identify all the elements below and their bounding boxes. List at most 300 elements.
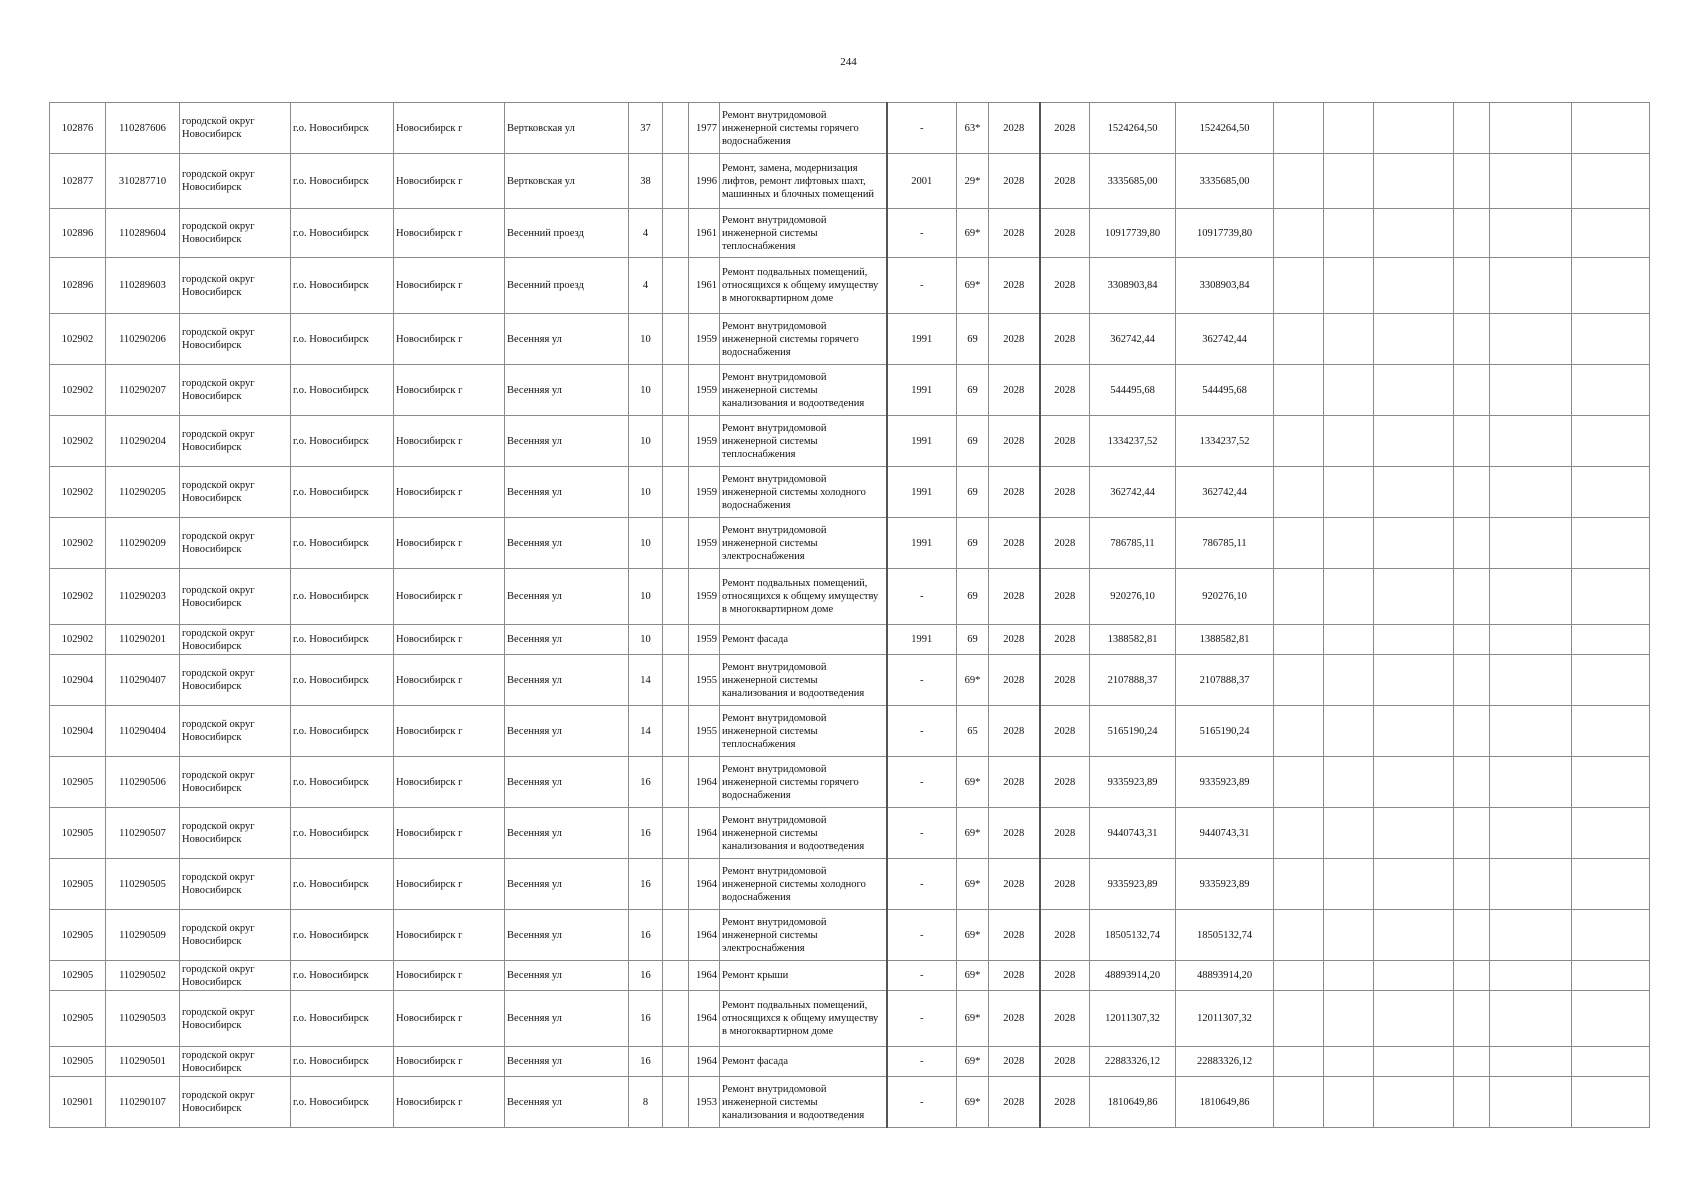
municipality-cell: г.о. Новосибирск <box>291 961 394 991</box>
cost-fund-cell: 12011307,32 <box>1176 991 1274 1047</box>
plan-start-cell: 2028 <box>989 416 1040 467</box>
empty-cell-6 <box>1572 757 1650 808</box>
build-year-cell: 1959 <box>689 569 720 625</box>
city-cell: Новосибирск г <box>394 103 505 154</box>
cost-total-cell: 10917739,80 <box>1090 209 1176 258</box>
cost-fund-cell: 48893914,20 <box>1176 961 1274 991</box>
last-repair-cell: 1991 <box>887 625 957 655</box>
plan-end-cell: 2028 <box>1040 103 1090 154</box>
empty-cell-3 <box>1374 365 1454 416</box>
house-number-cell: 10 <box>629 314 663 365</box>
plan-end-cell: 2028 <box>1040 961 1090 991</box>
table-row <box>50 416 1650 467</box>
city-cell: Новосибирск г <box>394 757 505 808</box>
empty-cell-6 <box>1572 209 1650 258</box>
object-id-cell: 102904 <box>50 655 106 706</box>
table-row <box>50 757 1650 808</box>
build-year-cell: 1959 <box>689 416 720 467</box>
empty-cell-6 <box>1572 706 1650 757</box>
work-type-cell: Ремонт внутридомовой инженерной системы электроснабжения <box>720 910 887 961</box>
build-year-cell: 1953 <box>689 1077 720 1128</box>
empty-cell-6 <box>1572 1047 1650 1077</box>
empty-cell-6 <box>1572 859 1650 910</box>
wear-cell: 29* <box>957 154 989 209</box>
build-year-cell: 1977 <box>689 103 720 154</box>
city-cell: Новосибирск г <box>394 365 505 416</box>
house-number-cell: 14 <box>629 706 663 757</box>
object-id-cell: 102877 <box>50 154 106 209</box>
house-number-cell: 16 <box>629 859 663 910</box>
work-type-cell: Ремонт внутридомовой инженерной системы теплоснабжения <box>720 209 887 258</box>
cost-total-cell: 1524264,50 <box>1090 103 1176 154</box>
last-repair-cell: - <box>887 859 957 910</box>
wear-cell: 69 <box>957 416 989 467</box>
last-repair-cell: 2001 <box>887 154 957 209</box>
municipality-cell: г.о. Новосибирск <box>291 757 394 808</box>
object-id-cell: 102901 <box>50 1077 106 1128</box>
empty-cell-5 <box>1490 416 1572 467</box>
city-cell: Новосибирск г <box>394 910 505 961</box>
cost-fund-cell: 10917739,80 <box>1176 209 1274 258</box>
empty-cell-2 <box>1324 961 1374 991</box>
empty-cell-4 <box>1454 103 1490 154</box>
plan-end-cell: 2028 <box>1040 655 1090 706</box>
build-year-cell: 1955 <box>689 655 720 706</box>
plan-end-cell: 2028 <box>1040 757 1090 808</box>
municipality-cell: г.о. Новосибирск <box>291 467 394 518</box>
work-code-cell: 310287710 <box>106 154 180 209</box>
district-cell: городской округ Новосибирск <box>180 365 291 416</box>
work-type-cell: Ремонт подвальных помещений, относящихся к общему имуществу в многоквартирном доме <box>720 569 887 625</box>
work-code-cell: 110290404 <box>106 706 180 757</box>
district-cell: городской округ Новосибирск <box>180 910 291 961</box>
cost-total-cell: 786785,11 <box>1090 518 1176 569</box>
work-type-cell: Ремонт внутридомовой инженерной системы канализования и водоотведения <box>720 365 887 416</box>
cost-total-cell: 12011307,32 <box>1090 991 1176 1047</box>
work-type-cell: Ремонт внутридомовой инженерной системы горячего водоснабжения <box>720 757 887 808</box>
empty-cell-1 <box>1274 365 1324 416</box>
plan-start-cell: 2028 <box>989 258 1040 314</box>
district-cell: городской округ Новосибирск <box>180 518 291 569</box>
city-cell: Новосибирск г <box>394 625 505 655</box>
empty-cell-3 <box>1374 416 1454 467</box>
plan-end-cell: 2028 <box>1040 569 1090 625</box>
street-cell: Весенняя ул <box>505 1077 629 1128</box>
empty-cell-5 <box>1490 808 1572 859</box>
empty-cell-2 <box>1324 518 1374 569</box>
empty-cell-3 <box>1374 258 1454 314</box>
district-cell: городской округ Новосибирск <box>180 757 291 808</box>
plan-start-cell: 2028 <box>989 518 1040 569</box>
plan-end-cell: 2028 <box>1040 518 1090 569</box>
empty-cell-5 <box>1490 467 1572 518</box>
page-number: 244 <box>840 56 857 68</box>
table-row <box>50 569 1650 625</box>
work-code-cell: 110290107 <box>106 1077 180 1128</box>
building-cell <box>663 1077 689 1128</box>
empty-cell-3 <box>1374 154 1454 209</box>
cost-total-cell: 3308903,84 <box>1090 258 1176 314</box>
table-row <box>50 209 1650 258</box>
work-type-cell: Ремонт, замена, модернизация лифтов, ремонт лифтовых шахт, машинных и блочных помещений <box>720 154 887 209</box>
empty-cell-6 <box>1572 365 1650 416</box>
municipality-cell: г.о. Новосибирск <box>291 569 394 625</box>
empty-cell-4 <box>1454 625 1490 655</box>
building-cell <box>663 365 689 416</box>
empty-cell-3 <box>1374 467 1454 518</box>
object-id-cell: 102902 <box>50 467 106 518</box>
cost-total-cell: 22883326,12 <box>1090 1047 1176 1077</box>
street-cell: Весенняя ул <box>505 467 629 518</box>
build-year-cell: 1959 <box>689 518 720 569</box>
object-id-cell: 102902 <box>50 625 106 655</box>
cost-fund-cell: 9335923,89 <box>1176 859 1274 910</box>
object-id-cell: 102876 <box>50 103 106 154</box>
plan-end-cell: 2028 <box>1040 859 1090 910</box>
empty-cell-3 <box>1374 910 1454 961</box>
empty-cell-2 <box>1324 569 1374 625</box>
empty-cell-2 <box>1324 467 1374 518</box>
empty-cell-1 <box>1274 1047 1324 1077</box>
cost-fund-cell: 1810649,86 <box>1176 1077 1274 1128</box>
empty-cell-6 <box>1572 655 1650 706</box>
municipality-cell: г.о. Новосибирск <box>291 991 394 1047</box>
empty-cell-5 <box>1490 625 1572 655</box>
empty-cell-1 <box>1274 154 1324 209</box>
district-cell: городской округ Новосибирск <box>180 625 291 655</box>
build-year-cell: 1964 <box>689 910 720 961</box>
city-cell: Новосибирск г <box>394 1047 505 1077</box>
empty-cell-4 <box>1454 706 1490 757</box>
work-type-cell: Ремонт внутридомовой инженерной системы теплоснабжения <box>720 706 887 757</box>
empty-cell-6 <box>1572 518 1650 569</box>
street-cell: Весенняя ул <box>505 1047 629 1077</box>
work-type-cell: Ремонт внутридомовой инженерной системы канализования и водоотведения <box>720 655 887 706</box>
district-cell: городской округ Новосибирск <box>180 154 291 209</box>
last-repair-cell: - <box>887 1047 957 1077</box>
municipality-cell: г.о. Новосибирск <box>291 518 394 569</box>
empty-cell-2 <box>1324 1047 1374 1077</box>
last-repair-cell: - <box>887 961 957 991</box>
last-repair-cell: - <box>887 910 957 961</box>
city-cell: Новосибирск г <box>394 991 505 1047</box>
empty-cell-5 <box>1490 910 1572 961</box>
building-cell <box>663 910 689 961</box>
wear-cell: 69 <box>957 314 989 365</box>
street-cell: Весенняя ул <box>505 859 629 910</box>
house-number-cell: 8 <box>629 1077 663 1128</box>
empty-cell-1 <box>1274 910 1324 961</box>
cost-total-cell: 9440743,31 <box>1090 808 1176 859</box>
empty-cell-2 <box>1324 314 1374 365</box>
building-cell <box>663 467 689 518</box>
plan-end-cell: 2028 <box>1040 1047 1090 1077</box>
building-cell <box>663 314 689 365</box>
plan-end-cell: 2028 <box>1040 416 1090 467</box>
plan-start-cell: 2028 <box>989 655 1040 706</box>
work-type-cell: Ремонт фасада <box>720 625 887 655</box>
last-repair-cell: 1991 <box>887 518 957 569</box>
empty-cell-6 <box>1572 991 1650 1047</box>
city-cell: Новосибирск г <box>394 314 505 365</box>
building-cell <box>663 859 689 910</box>
object-id-cell: 102904 <box>50 706 106 757</box>
last-repair-cell: 1991 <box>887 467 957 518</box>
build-year-cell: 1959 <box>689 467 720 518</box>
house-number-cell: 16 <box>629 910 663 961</box>
cost-total-cell: 1810649,86 <box>1090 1077 1176 1128</box>
build-year-cell: 1964 <box>689 991 720 1047</box>
table-row <box>50 467 1650 518</box>
plan-start-cell: 2028 <box>989 910 1040 961</box>
cost-fund-cell: 22883326,12 <box>1176 1047 1274 1077</box>
plan-start-cell: 2028 <box>989 1077 1040 1128</box>
empty-cell-6 <box>1572 961 1650 991</box>
empty-cell-6 <box>1572 625 1650 655</box>
build-year-cell: 1964 <box>689 808 720 859</box>
empty-cell-1 <box>1274 991 1324 1047</box>
wear-cell: 69* <box>957 209 989 258</box>
city-cell: Новосибирск г <box>394 518 505 569</box>
table-body <box>50 103 1650 1128</box>
cost-fund-cell: 1334237,52 <box>1176 416 1274 467</box>
work-code-cell: 110290207 <box>106 365 180 416</box>
work-code-cell: 110290505 <box>106 859 180 910</box>
empty-cell-4 <box>1454 365 1490 416</box>
empty-cell-5 <box>1490 961 1572 991</box>
build-year-cell: 1955 <box>689 706 720 757</box>
district-cell: городской округ Новосибирск <box>180 467 291 518</box>
city-cell: Новосибирск г <box>394 1077 505 1128</box>
street-cell: Весенняя ул <box>505 314 629 365</box>
empty-cell-5 <box>1490 706 1572 757</box>
district-cell: городской округ Новосибирск <box>180 314 291 365</box>
house-number-cell: 10 <box>629 518 663 569</box>
empty-cell-5 <box>1490 991 1572 1047</box>
build-year-cell: 1964 <box>689 961 720 991</box>
wear-cell: 65 <box>957 706 989 757</box>
district-cell: городской округ Новосибирск <box>180 209 291 258</box>
wear-cell: 69* <box>957 757 989 808</box>
empty-cell-3 <box>1374 1077 1454 1128</box>
empty-cell-3 <box>1374 1047 1454 1077</box>
table-row <box>50 859 1650 910</box>
empty-cell-6 <box>1572 416 1650 467</box>
table-row <box>50 1077 1650 1128</box>
cost-fund-cell: 9440743,31 <box>1176 808 1274 859</box>
cost-fund-cell: 5165190,24 <box>1176 706 1274 757</box>
city-cell: Новосибирск г <box>394 258 505 314</box>
district-cell: городской округ Новосибирск <box>180 991 291 1047</box>
last-repair-cell: - <box>887 808 957 859</box>
empty-cell-1 <box>1274 314 1324 365</box>
wear-cell: 69 <box>957 365 989 416</box>
city-cell: Новосибирск г <box>394 209 505 258</box>
wear-cell: 69* <box>957 655 989 706</box>
object-id-cell: 102905 <box>50 991 106 1047</box>
plan-end-cell: 2028 <box>1040 467 1090 518</box>
house-number-cell: 14 <box>629 655 663 706</box>
empty-cell-1 <box>1274 569 1324 625</box>
house-number-cell: 10 <box>629 625 663 655</box>
work-code-cell: 110290203 <box>106 569 180 625</box>
wear-cell: 69* <box>957 808 989 859</box>
work-type-cell: Ремонт внутридомовой инженерной системы теплоснабжения <box>720 416 887 467</box>
empty-cell-1 <box>1274 625 1324 655</box>
empty-cell-4 <box>1454 859 1490 910</box>
work-type-cell: Ремонт крыши <box>720 961 887 991</box>
table-row <box>50 961 1650 991</box>
empty-cell-3 <box>1374 569 1454 625</box>
empty-cell-2 <box>1324 365 1374 416</box>
house-number-cell: 4 <box>629 258 663 314</box>
plan-end-cell: 2028 <box>1040 991 1090 1047</box>
house-number-cell: 10 <box>629 416 663 467</box>
build-year-cell: 1959 <box>689 625 720 655</box>
plan-end-cell: 2028 <box>1040 365 1090 416</box>
city-cell: Новосибирск г <box>394 706 505 757</box>
empty-cell-4 <box>1454 910 1490 961</box>
empty-cell-5 <box>1490 365 1572 416</box>
plan-end-cell: 2028 <box>1040 808 1090 859</box>
building-cell <box>663 103 689 154</box>
work-type-cell: Ремонт подвальных помещений, относящихся к общему имуществу в многоквартирном доме <box>720 258 887 314</box>
cost-fund-cell: 3308903,84 <box>1176 258 1274 314</box>
empty-cell-2 <box>1324 625 1374 655</box>
empty-cell-6 <box>1572 569 1650 625</box>
district-cell: городской округ Новосибирск <box>180 569 291 625</box>
empty-cell-2 <box>1324 910 1374 961</box>
empty-cell-3 <box>1374 209 1454 258</box>
plan-end-cell: 2028 <box>1040 706 1090 757</box>
wear-cell: 69* <box>957 1077 989 1128</box>
table-row <box>50 991 1650 1047</box>
cost-fund-cell: 18505132,74 <box>1176 910 1274 961</box>
empty-cell-2 <box>1324 706 1374 757</box>
table-row <box>50 258 1650 314</box>
empty-cell-5 <box>1490 154 1572 209</box>
district-cell: городской округ Новосибирск <box>180 859 291 910</box>
last-repair-cell: - <box>887 991 957 1047</box>
empty-cell-1 <box>1274 655 1324 706</box>
city-cell: Новосибирск г <box>394 859 505 910</box>
plan-end-cell: 2028 <box>1040 258 1090 314</box>
cost-total-cell: 5165190,24 <box>1090 706 1176 757</box>
plan-start-cell: 2028 <box>989 1047 1040 1077</box>
city-cell: Новосибирск г <box>394 467 505 518</box>
street-cell: Весенний проезд <box>505 209 629 258</box>
empty-cell-2 <box>1324 655 1374 706</box>
plan-start-cell: 2028 <box>989 757 1040 808</box>
empty-cell-4 <box>1454 991 1490 1047</box>
empty-cell-5 <box>1490 518 1572 569</box>
empty-cell-1 <box>1274 1077 1324 1128</box>
street-cell: Вертковская ул <box>505 154 629 209</box>
municipality-cell: г.о. Новосибирск <box>291 655 394 706</box>
municipality-cell: г.о. Новосибирск <box>291 910 394 961</box>
cost-fund-cell: 1524264,50 <box>1176 103 1274 154</box>
wear-cell: 69 <box>957 518 989 569</box>
street-cell: Весенний проезд <box>505 258 629 314</box>
work-type-cell: Ремонт внутридомовой инженерной системы горячего водоснабжения <box>720 314 887 365</box>
house-number-cell: 10 <box>629 569 663 625</box>
municipality-cell: г.о. Новосибирск <box>291 154 394 209</box>
district-cell: городской округ Новосибирск <box>180 961 291 991</box>
empty-cell-3 <box>1374 808 1454 859</box>
wear-cell: 69* <box>957 961 989 991</box>
municipality-cell: г.о. Новосибирск <box>291 706 394 757</box>
empty-cell-4 <box>1454 1047 1490 1077</box>
work-code-cell: 110290507 <box>106 808 180 859</box>
plan-start-cell: 2028 <box>989 467 1040 518</box>
empty-cell-3 <box>1374 991 1454 1047</box>
house-number-cell: 16 <box>629 808 663 859</box>
cost-total-cell: 18505132,74 <box>1090 910 1176 961</box>
district-cell: городской округ Новосибирск <box>180 258 291 314</box>
object-id-cell: 102896 <box>50 258 106 314</box>
building-cell <box>663 518 689 569</box>
last-repair-cell: - <box>887 258 957 314</box>
empty-cell-1 <box>1274 518 1324 569</box>
empty-cell-5 <box>1490 103 1572 154</box>
street-cell: Весенняя ул <box>505 706 629 757</box>
wear-cell: 69* <box>957 859 989 910</box>
plan-start-cell: 2028 <box>989 314 1040 365</box>
city-cell: Новосибирск г <box>394 808 505 859</box>
municipality-cell: г.о. Новосибирск <box>291 416 394 467</box>
municipality-cell: г.о. Новосибирск <box>291 103 394 154</box>
empty-cell-1 <box>1274 757 1324 808</box>
object-id-cell: 102902 <box>50 416 106 467</box>
district-cell: городской округ Новосибирск <box>180 1077 291 1128</box>
street-cell: Весенняя ул <box>505 416 629 467</box>
empty-cell-3 <box>1374 314 1454 365</box>
plan-end-cell: 2028 <box>1040 314 1090 365</box>
empty-cell-1 <box>1274 467 1324 518</box>
plan-start-cell: 2028 <box>989 706 1040 757</box>
cost-fund-cell: 3335685,00 <box>1176 154 1274 209</box>
building-cell <box>663 991 689 1047</box>
empty-cell-6 <box>1572 103 1650 154</box>
object-id-cell: 102905 <box>50 910 106 961</box>
object-id-cell: 102905 <box>50 961 106 991</box>
wear-cell: 69 <box>957 625 989 655</box>
municipality-cell: г.о. Новосибирск <box>291 1077 394 1128</box>
plan-end-cell: 2028 <box>1040 910 1090 961</box>
work-type-cell: Ремонт внутридомовой инженерной системы электроснабжения <box>720 518 887 569</box>
cost-total-cell: 9335923,89 <box>1090 859 1176 910</box>
last-repair-cell: 1991 <box>887 416 957 467</box>
empty-cell-6 <box>1572 1077 1650 1128</box>
building-cell <box>663 1047 689 1077</box>
work-type-cell: Ремонт внутридомовой инженерной системы канализования и водоотведения <box>720 1077 887 1128</box>
house-number-cell: 16 <box>629 757 663 808</box>
work-code-cell: 110290206 <box>106 314 180 365</box>
cost-total-cell: 544495,68 <box>1090 365 1176 416</box>
street-cell: Весенняя ул <box>505 808 629 859</box>
cost-total-cell: 1388582,81 <box>1090 625 1176 655</box>
plan-end-cell: 2028 <box>1040 154 1090 209</box>
empty-cell-4 <box>1454 757 1490 808</box>
empty-cell-2 <box>1324 258 1374 314</box>
table-row <box>50 103 1650 154</box>
empty-cell-3 <box>1374 706 1454 757</box>
cost-fund-cell: 362742,44 <box>1176 314 1274 365</box>
object-id-cell: 102902 <box>50 518 106 569</box>
plan-start-cell: 2028 <box>989 365 1040 416</box>
building-cell <box>663 569 689 625</box>
work-code-cell: 110290501 <box>106 1047 180 1077</box>
